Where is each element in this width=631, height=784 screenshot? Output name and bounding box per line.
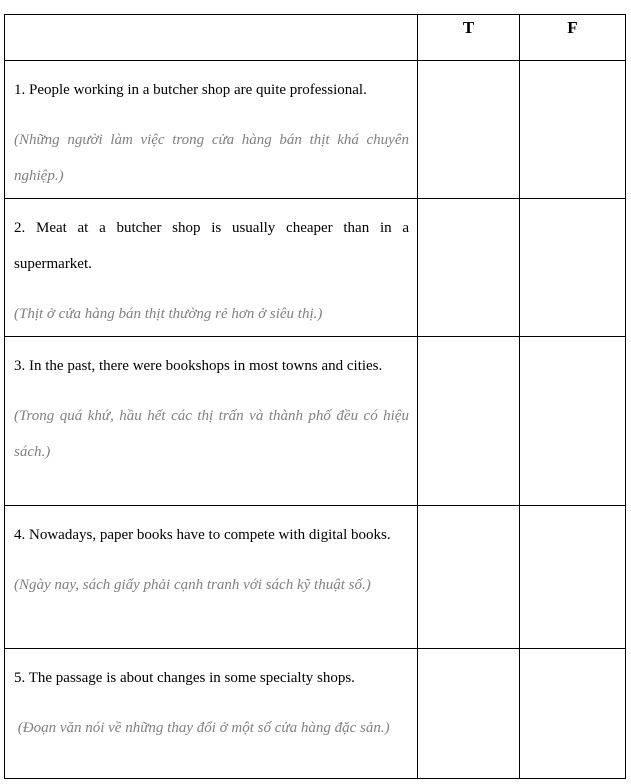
statement-cell-5 (5, 649, 418, 779)
table-row (5, 199, 626, 337)
statement-cell-3 (5, 337, 418, 506)
table-row (5, 649, 626, 779)
statement-cell-4 (5, 506, 418, 649)
true-false-table (4, 14, 626, 779)
statement-text-en-4: 4. Nowadays, paper books have to compete with digital books. (14, 527, 391, 543)
table-row (5, 61, 626, 199)
statement-translation-vi-3: (Trong quá khứ, hầu hết các thị trấn và thành phố đều có hiệu sách.) (14, 408, 413, 460)
table-row (5, 337, 626, 506)
answer-cell-false-3[interactable] (520, 337, 626, 506)
statement-text-en-5: 5. The passage is about changes in some specialty shops. (14, 670, 355, 686)
answer-cell-false-1[interactable] (520, 61, 626, 199)
statement-cell-2 (5, 199, 418, 337)
statement-text-en-3: 3. In the past, there were bookshops in most towns and cities. (14, 358, 383, 374)
answer-cell-false-5[interactable] (520, 649, 626, 779)
answer-cell-true-1[interactable] (418, 61, 520, 199)
column-header-statement (5, 15, 418, 61)
column-header-true: T (418, 15, 520, 61)
answer-cell-true-4[interactable] (418, 506, 520, 649)
statement-text-en-1: 1. People working in a butcher shop are quite professional. (14, 82, 367, 98)
answer-cell-true-5[interactable] (418, 649, 520, 779)
column-header-false: F (520, 15, 626, 61)
answer-cell-false-4[interactable] (520, 506, 626, 649)
header-row (5, 15, 626, 61)
answer-cell-true-2[interactable] (418, 199, 520, 337)
statement-translation-vi-4: (Ngày nay, sách giấy phải cạnh tranh với sách kỹ thuật số.) (14, 577, 371, 593)
statement-cell-1 (5, 61, 418, 199)
answer-cell-false-2[interactable] (520, 199, 626, 337)
statement-translation-vi-5: (Đoạn văn nói về những thay đổi ở một số cửa hàng đặc sản.) (14, 720, 390, 736)
statement-translation-vi-2: (Thịt ở cửa hàng bán thịt thường rẻ hơn ở siêu thị.) (14, 306, 323, 322)
table-row (5, 506, 626, 649)
statement-translation-vi-1: (Những người làm việc trong cửa hàng bán thịt khá chuyên nghiệp.) (14, 132, 413, 184)
answer-cell-true-3[interactable] (418, 337, 520, 506)
statement-text-en-2: 2. Meat at a butcher shop is usually cheaper than in a supermarket. (14, 220, 409, 272)
